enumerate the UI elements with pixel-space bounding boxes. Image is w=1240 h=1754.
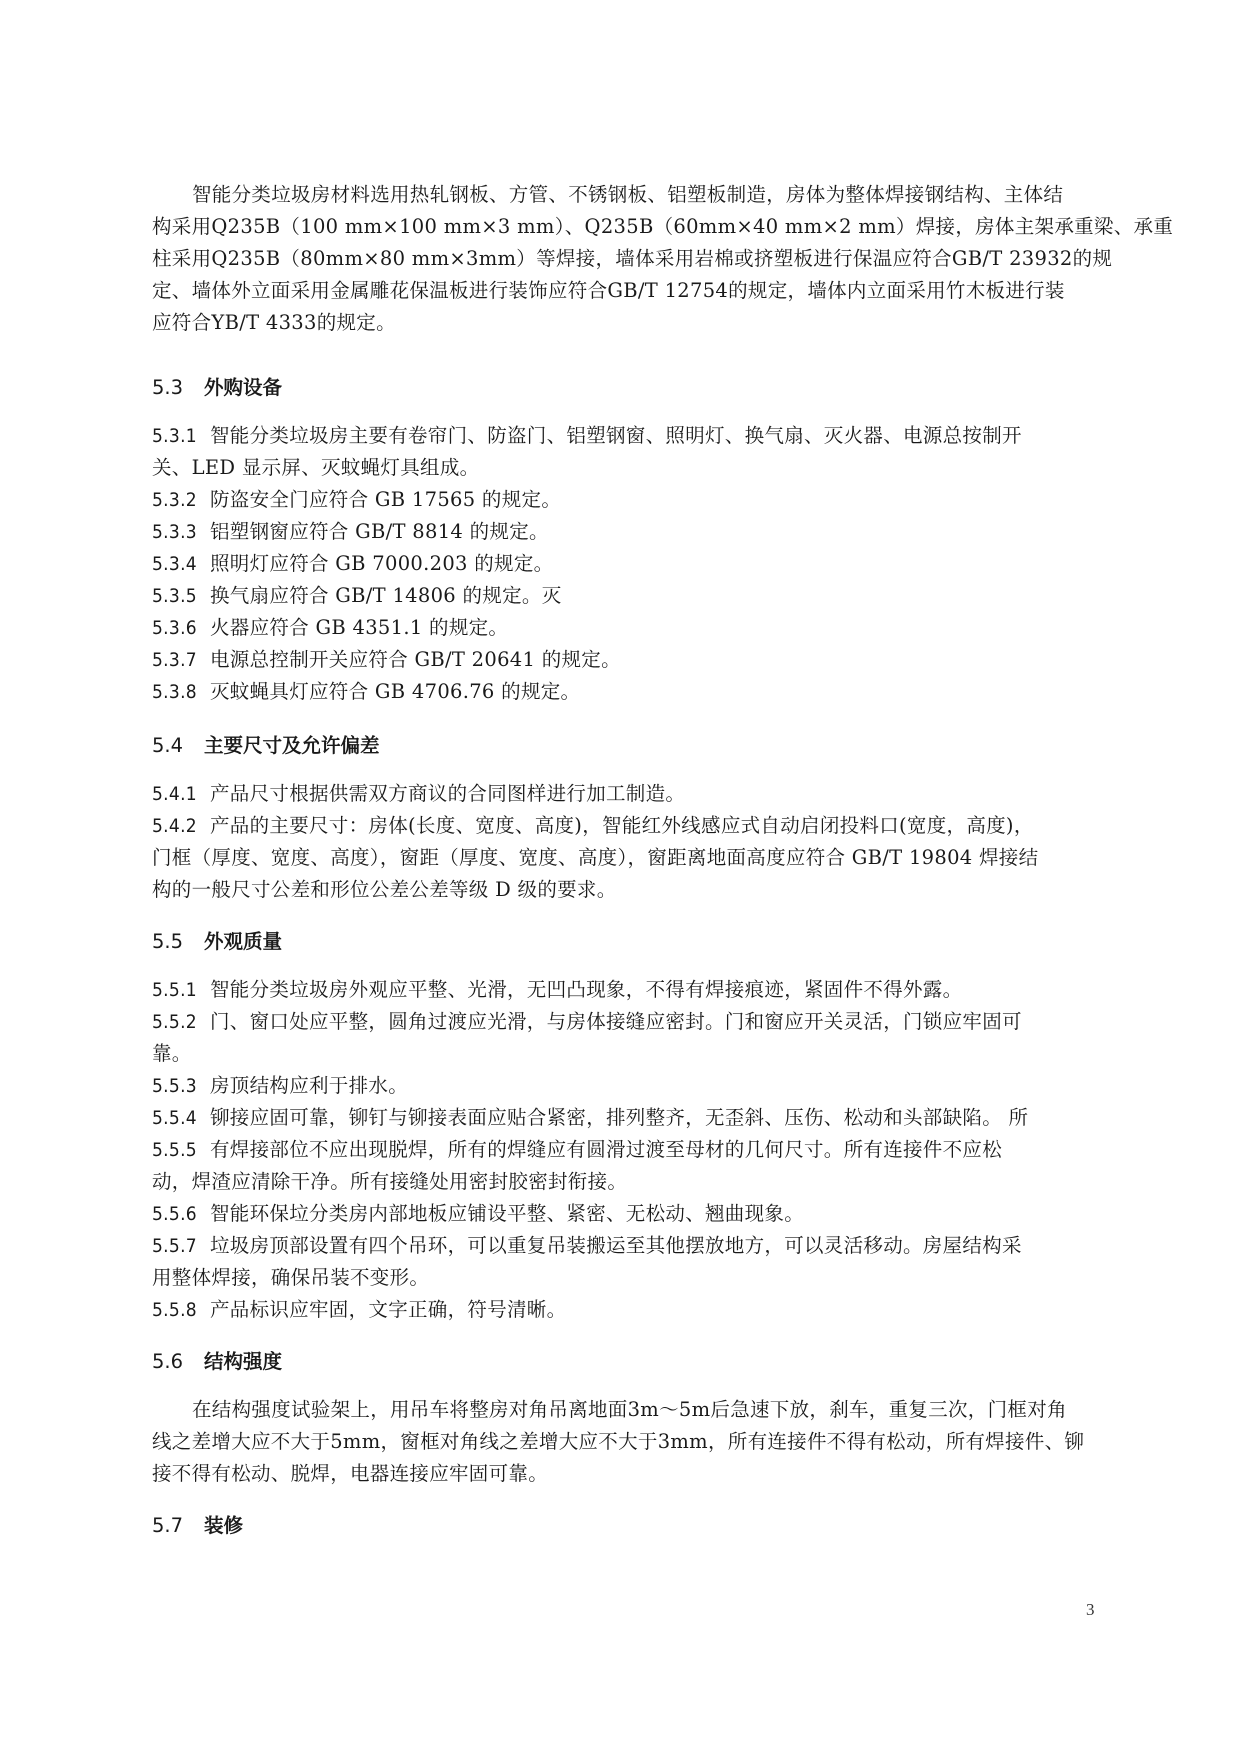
clause-5-3-7: 5.3.7 电源总控制开关应符合 GB/T 20641 的规定。: [152, 648, 621, 671]
clause-5-5-8: 5.5.8 产品标识应牢固，文字正确，符号清晰。: [152, 1298, 567, 1321]
clause-5-3-8: 5.3.8 灭蚊蝇具灯应符合 GB 4706.76 的规定。: [152, 680, 581, 703]
paragraph-line: 柱采用Q235B（80mm×80 mm×3mm）等焊接，墙体采用岩棉或挤塑板进行保温应符合GB/T 23932的规: [152, 247, 1113, 270]
section-number: 5.7: [152, 1514, 184, 1537]
clause-5-4-2-cont: 门框（厚度、宽度、高度），窗距（厚度、宽度、高度），窗距离地面高度应符合 GB/T 19804 焊接结: [152, 846, 1039, 869]
clause-5-3-6: 5.3.6 火器应符合 GB 4351.1 的规定。: [152, 616, 509, 639]
section-number: 5.3: [152, 376, 184, 399]
clause-5-4-2: 5.4.2 产品的主要尺寸：房体(长度、宽度、高度)，智能红外线感应式自动启闭投料口(宽度，高度)，: [152, 814, 1034, 837]
section-heading-5-4: [152, 734, 380, 758]
paragraph-line: 接不得有松动、脱焊，电器连接应牢固可靠。: [152, 1462, 549, 1485]
clause-5-5-2-cont: 靠。: [152, 1042, 192, 1065]
section-title: 外观质量: [204, 930, 283, 953]
clause-5-5-4: 5.5.4 铆接应固可靠，铆钉与铆接表面应贴合紧密，排列整齐，无歪斜、压伤、松动和头部缺陷。 所: [152, 1106, 1029, 1129]
section-title: 装修: [204, 1514, 244, 1537]
paragraph-line: 定、墙体外立面采用金属雕花保温板进行装饰应符合GB/T 12754的规定，墙体内立面采用竹木板进行装: [152, 279, 1065, 302]
clause-5-3-1-cont: 关、LED 显示屏、灭蚊蝇灯具组成。: [152, 456, 480, 479]
paragraph-line: 构采用Q235B（100 mm×100 mm×3 mm）、Q235B（60mm×40 mm×2 mm）焊接，房体主架承重梁、承重: [152, 215, 1174, 238]
section-title: 主要尺寸及允许偏差: [204, 734, 380, 757]
paragraph-line: 线之差增大应不大于5mm，窗框对角线之差增大应不大于3mm，所有连接件不得有松动，所有焊接件、铆: [152, 1430, 1085, 1453]
clause-5-5-1: 5.5.1 智能分类垃圾房外观应平整、光滑，无凹凸现象，不得有焊接痕迹，紧固件不得外露。: [152, 978, 963, 1001]
clause-5-4-2-cont2: 构的一般尺寸公差和形位公差公差等级 D 级的要求。: [152, 878, 617, 901]
section-heading-5-5: [152, 930, 282, 954]
clause-5-5-7-cont: 用整体焊接，确保吊装不变形。: [152, 1266, 430, 1289]
paragraph-line: 在结构强度试验架上，用吊车将整房对角吊离地面3m～5m后急速下放，刹车，重复三次，门框对角: [192, 1398, 1067, 1421]
section-heading-5-7: [152, 1514, 243, 1538]
clause-5-5-7: 5.5.7 垃圾房顶部设置有四个吊环，可以重复吊装搬运至其他摆放地方，可以灵活移动。房屋结构采: [152, 1234, 1022, 1257]
clause-5-3-3: 5.3.3 铝塑钢窗应符合 GB/T 8814 的规定。: [152, 520, 549, 543]
clause-5-3-1: 5.3.1 智能分类垃圾房主要有卷帘门、防盗门、铝塑钢窗、照明灯、换气扇、灭火器、电源总按制开: [152, 424, 1022, 447]
clause-5-5-3: 5.5.3 房顶结构应利于排水。: [152, 1074, 409, 1097]
paragraph-line: 智能分类垃圾房材料选用热轧钢板、方管、不锈钢板、铝塑板制造，房体为整体焊接钢结构、主体结: [192, 183, 1064, 206]
paragraph-line: 应符合YB/T 4333的规定。: [152, 311, 396, 334]
section-number: 5.6: [152, 1350, 184, 1373]
clause-5-3-4: 5.3.4 照明灯应符合 GB 7000.203 的规定。: [152, 552, 554, 575]
clause-5-4-1: 5.4.1 产品尺寸根据供需双方商议的合同图样进行加工制造。: [152, 782, 686, 805]
clause-5-5-5: 5.5.5 有焊接部位不应出现脱焊，所有的焊缝应有圆滑过渡至母材的几何尺寸。所有连接件不应松: [152, 1138, 1003, 1161]
clause-5-5-6: 5.5.6 智能环保垃分类房内部地板应铺设平整、紧密、无松动、翘曲现象。: [152, 1202, 805, 1225]
page-number: 3: [1086, 1600, 1095, 1619]
section-title: 外购设备: [204, 376, 283, 399]
section-number: 5.4: [152, 734, 184, 757]
section-title: 结构强度: [204, 1350, 283, 1373]
clause-5-3-2: 5.3.2 防盗安全门应符合 GB 17565 的规定。: [152, 488, 562, 511]
clause-5-3-5: 5.3.5 换气扇应符合 GB/T 14806 的规定。灭: [152, 584, 562, 607]
section-number: 5.5: [152, 930, 184, 953]
section-heading-5-6: [152, 1350, 282, 1374]
section-heading-5-3: [152, 376, 282, 400]
clause-5-5-2: 5.5.2 门、窗口处应平整，圆角过渡应光滑，与房体接缝应密封。门和窗应开关灵活，门锁应牢固可: [152, 1010, 1022, 1033]
clause-5-5-5-cont: 动，焊渣应清除干净。所有接缝处用密封胶密封衔接。: [152, 1170, 628, 1193]
